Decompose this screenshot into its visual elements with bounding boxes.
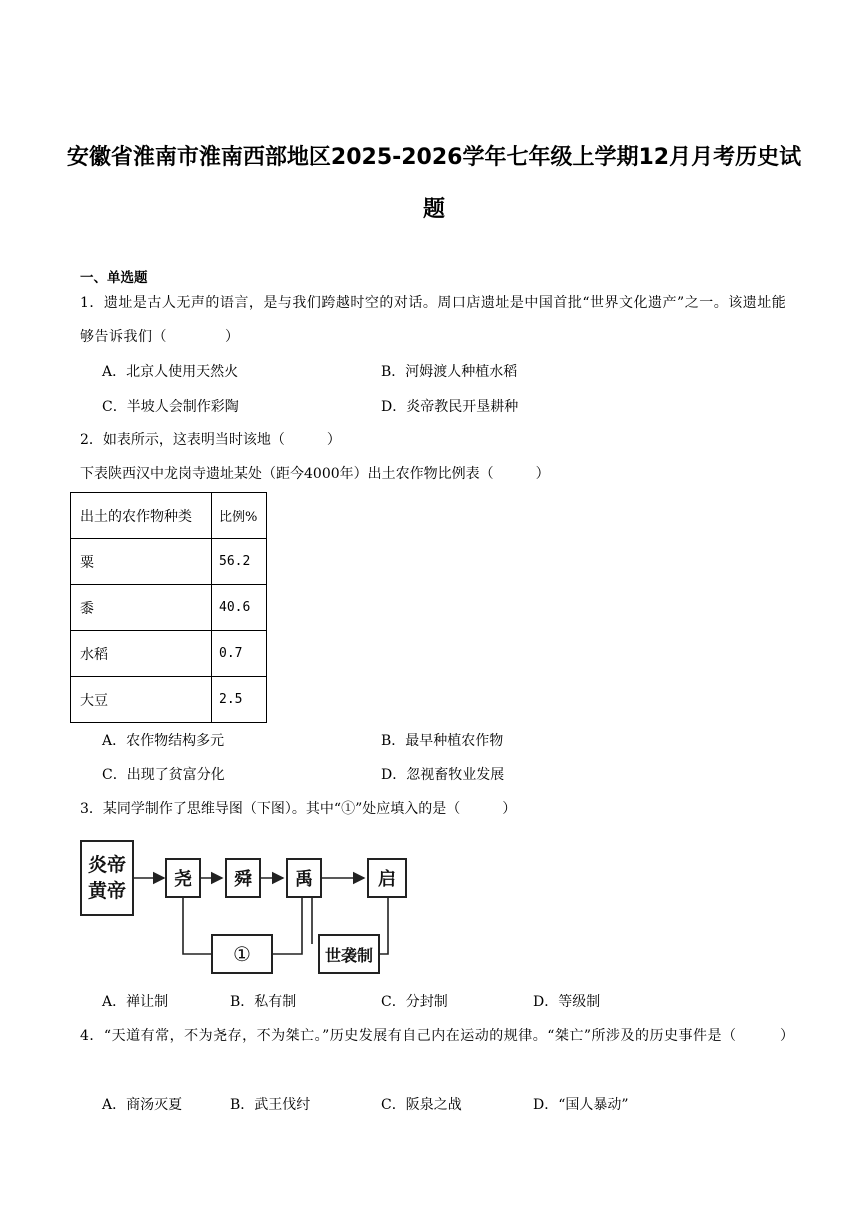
table-cell: 大豆 [71, 677, 212, 723]
table-cell: 0.7 [212, 631, 267, 677]
question-4-option-d[interactable]: D．“国人暴动” [533, 1097, 629, 1113]
section-heading: 一、单选题 [80, 270, 148, 286]
table-header-cell: 比例% [212, 493, 267, 539]
node-qi: 启 [367, 858, 407, 898]
crop-ratio-table [70, 492, 267, 723]
question-3-option-c[interactable]: C．分封制 [381, 994, 448, 1010]
table-cell: 2.5 [212, 677, 267, 723]
question-3-option-b[interactable]: B．私有制 [230, 994, 297, 1010]
table-cell: 56.2 [212, 539, 267, 585]
question-3-option-a[interactable]: A．禅让制 [102, 994, 169, 1010]
question-1-option-d[interactable]: D．炎帝教民开垦耕种 [381, 399, 519, 415]
hereditary-system-box: 世袭制 [318, 934, 380, 974]
table-row [71, 585, 267, 631]
blank-box-1: ① [211, 934, 273, 974]
table-cell: 40.6 [212, 585, 267, 631]
question-1-option-a[interactable]: A．北京人使用天然火 [102, 364, 239, 380]
question-2-option-b[interactable]: B．最早种植农作物 [381, 733, 504, 749]
question-3-stem: 3．某同学制作了思维导图（下图）。其中“①”处应填入的是（ ） [80, 801, 517, 817]
question-4-stem: 4．“天道有常，不为尧存，不为桀亡。”历史发展有自己内在运动的规律。“桀亡”所涉及的历史事件是（ ） [80, 1028, 795, 1044]
question-3-option-d[interactable]: D．等级制 [533, 994, 601, 1010]
origin-label-bottom: 黄帝 [87, 880, 126, 902]
table-header-cell: 出土的农作物种类 [71, 493, 212, 539]
table-cell: 粟 [71, 539, 212, 585]
question-1-option-b[interactable]: B．河姆渡人种植水稻 [381, 364, 518, 380]
node-shun: 舜 [225, 858, 261, 898]
table-header-row [71, 493, 267, 539]
question-2-stem: 2．如表所示，这表明当时该地（ ） [80, 432, 341, 448]
question-1-stem: 1．遗址是古人无声的语言，是与我们跨越时空的对话。周口店遗址是中国首批“世界文化遗产”之一。该遗址能够告诉我们（ ） [80, 295, 787, 345]
node-yao: 尧 [165, 858, 201, 898]
question-2-table-caption: 下表陕西汉中龙岗寺遗址某处（距今4000年）出土农作物比例表（ ） [80, 466, 550, 482]
question-2-option-a[interactable]: A．农作物结构多元 [102, 733, 225, 749]
question-2-option-d[interactable]: D．忽视畜牧业发展 [381, 767, 505, 783]
origin-box-yandi-huangdi [80, 840, 134, 916]
page-title: 安徽省淮南市淮南西部地区2025-2026学年七年级上学期12月月考历史试题 [66, 145, 802, 222]
origin-label-top: 炎帝 [87, 854, 126, 876]
table-row [71, 631, 267, 677]
question-4-option-c[interactable]: C．阪泉之战 [381, 1097, 462, 1113]
table-row [71, 539, 267, 585]
node-yu: 禹 [286, 858, 322, 898]
table-row [71, 677, 267, 723]
question-1-option-c[interactable]: C．半坡人会制作彩陶 [102, 399, 239, 415]
question-2-option-c[interactable]: C．出现了贫富分化 [102, 767, 225, 783]
question-4-option-a[interactable]: A．商汤灭夏 [102, 1097, 183, 1113]
question-4-option-b[interactable]: B．武王伐纣 [230, 1097, 311, 1113]
mind-map-diagram [80, 836, 420, 978]
table-cell: 黍 [71, 585, 212, 631]
table-cell: 水稻 [71, 631, 212, 677]
